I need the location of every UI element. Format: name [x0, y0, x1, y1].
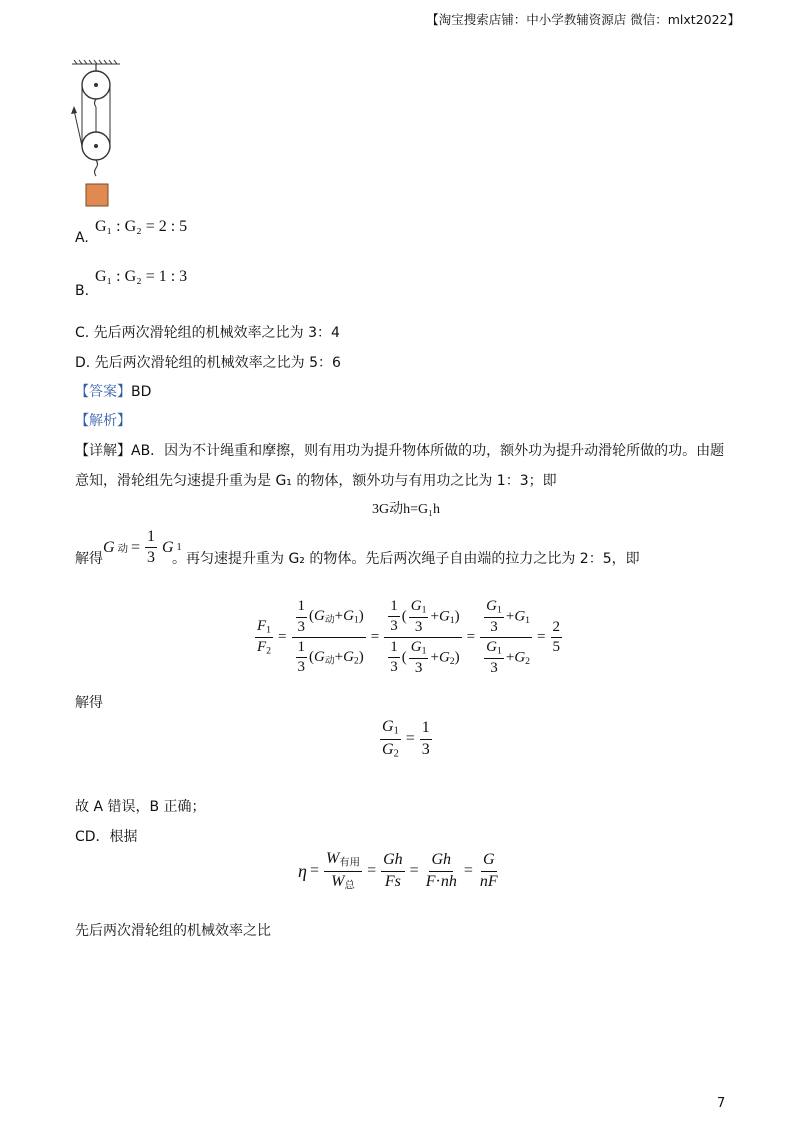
option-a-expression: G₁ : G₂ = 2 : 5	[95, 218, 188, 235]
solve-text: 。再匀速提升重为 G₂ 的物体。先后两次绳子自由端的拉力之比为 2：5，即	[172, 551, 640, 567]
option-c: C. 先后两次滑轮组的机械效率之比为 3：4	[75, 325, 340, 341]
answer-value: BD	[131, 384, 152, 400]
conclusion: 故 A 错误，B 正确；	[75, 799, 206, 815]
equation-g-dong: G 动 = $\frac{1}{3}$ G 1	[103, 528, 182, 567]
detail-tag: 【详解】	[75, 443, 131, 459]
pulley-diagram	[68, 58, 124, 210]
answer-tag: 【答案】	[75, 384, 131, 400]
detail-line-1: 【详解】AB．因为不计绳重和摩擦，则有用功为提升物体所做的功，额外功为提升动滑轮所做的功。由题	[75, 443, 725, 459]
equation-1: 3G动h=G₁h	[372, 502, 440, 517]
option-d: D. 先后两次滑轮组的机械效率之比为 5：6	[75, 355, 341, 371]
page-header: 【淘宝搜索店铺：中小学教辅资源店 微信：mlxt2022】	[426, 12, 740, 27]
last-line: 先后两次滑轮组的机械效率之比	[75, 923, 271, 939]
option-b-label: B.	[75, 283, 90, 299]
equation-efficiency: η = $\frac{W_{有用}}{W_总}$ = $\frac{Gh}{Fs}$ = $\frac{Gh}{F\cdot nh}$ = $\frac{G}{nF}$	[298, 850, 498, 892]
analysis-tag: 【解析】	[75, 413, 131, 429]
solve-2: 解得	[75, 695, 103, 711]
equation-g-ratio: $\frac{G_1}{G_2}$ = $\frac{1}{3}$	[382, 718, 430, 760]
cd-line: CD．根据	[75, 829, 138, 845]
weight-block	[86, 184, 108, 206]
equation-force-ratio: $\frac{F_1}{F_2}$ = $\frac{1}{3}$ $(G_动+G_1)$ $\frac{1}{3}$ $(G_动+G_2)$ = $\frac{1}{3}$ ( $\frac{G_1}{3}$ $+G_1$) $\frac{1}{3}$ ( $\frac{G_1}{3}$ $+G_2$) = $\frac{G_1}{3}$ $+G_1$ $\frac{G_1}{3}$ $+G_2$ = $\frac{2}{5}$	[257, 598, 561, 676]
option-b-expression: G₁ : G₂ = 1 : 3	[95, 268, 188, 285]
detail-line-2: 意知，滑轮组先匀速提升重为是 G₁ 的物体，额外功与有用功之比为 1：3；即	[75, 473, 557, 489]
ceiling-hatch	[72, 60, 120, 64]
option-a-label: A.	[75, 230, 89, 246]
page-number: 7	[717, 1096, 726, 1111]
answer-line	[75, 381, 151, 401]
solve-prefix: 解得	[75, 551, 103, 567]
